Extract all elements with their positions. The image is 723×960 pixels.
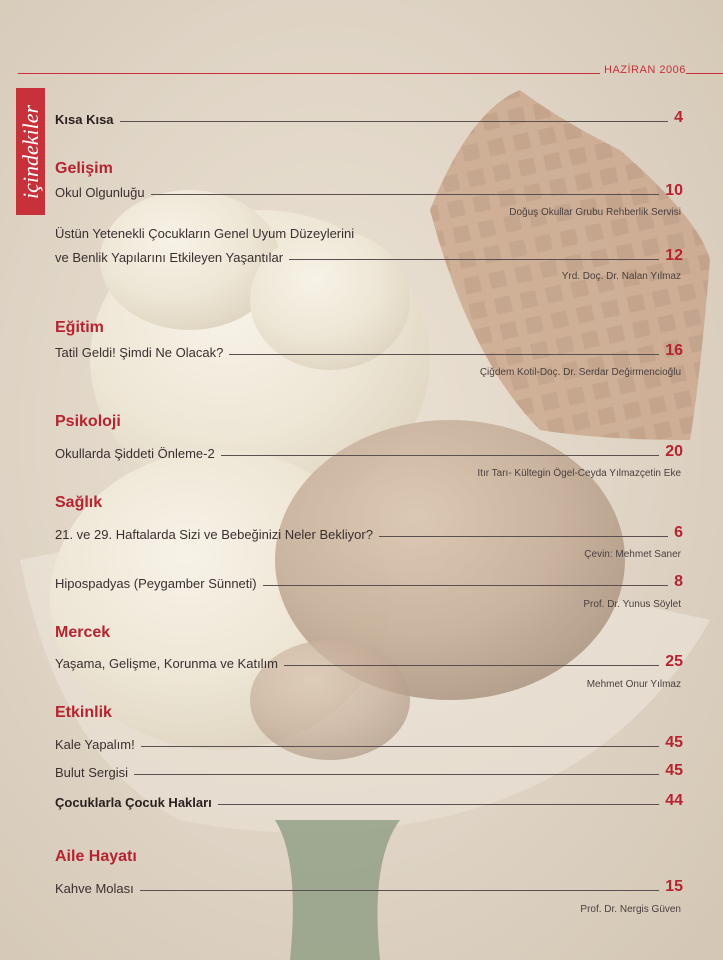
leader-line <box>229 354 659 355</box>
entry-title: Kısa Kısa <box>55 112 114 127</box>
section-title-saglik: Sağlık <box>55 494 103 511</box>
contents-sidebar-tab <box>16 88 45 215</box>
page-number: 10 <box>665 182 683 199</box>
entry-author: Çiğdem Kotil-Doç. Dr. Serdar Değirmencioğlu <box>479 367 681 378</box>
toc-entry-ustun-yetenekli[interactable] <box>55 245 683 265</box>
section-title-gelisim: Gelişim <box>55 160 113 177</box>
leader-line <box>218 804 659 805</box>
leader-line <box>151 194 660 195</box>
page-number: 6 <box>674 524 683 541</box>
toc-entry-cocuk-haklari[interactable] <box>55 790 683 810</box>
toc-entry-bulut-sergisi[interactable] <box>55 760 683 780</box>
leader-line <box>284 665 659 666</box>
section-title-psikoloji: Psikoloji <box>55 413 121 430</box>
entry-author: Itır Tarı- Kültegin Ögel-Ceyda Yılmazçetin Eke <box>477 468 681 479</box>
leader-line <box>140 890 659 891</box>
toc-entry-yasama-gelisme[interactable] <box>55 651 683 671</box>
page-number: 8 <box>674 573 683 590</box>
entry-title: Bulut Sergisi <box>55 765 128 780</box>
toc-entry-kisa-kisa[interactable] <box>55 107 683 127</box>
page-number: 15 <box>665 878 683 895</box>
page-number: 44 <box>665 792 683 809</box>
leader-line <box>134 774 659 775</box>
toc-entry-okul-olgunlugu[interactable] <box>55 180 683 200</box>
entry-author: Prof. Dr. Yunus Söylet <box>583 599 681 610</box>
entry-author: Doğuş Okullar Grubu Rehberlik Servisi <box>509 207 681 218</box>
entry-author: Çevin: Mehmet Saner <box>584 549 681 560</box>
entry-title: Kale Yapalım! <box>55 737 135 752</box>
page-number: 20 <box>665 443 683 460</box>
entry-title: Çocuklarla Çocuk Hakları <box>55 795 212 810</box>
issue-date: HAZİRAN 2006 <box>604 64 686 76</box>
entry-title: Okul Olgunluğu <box>55 185 145 200</box>
toc-entry-21-29-haftalar[interactable] <box>55 522 683 542</box>
entry-author: Yrd. Doç. Dr. Nalan Yılmaz <box>561 271 681 282</box>
entry-title: Okullarda Şiddeti Önleme-2 <box>55 446 215 461</box>
entry-title: Hipospadyas (Peygamber Sünneti) <box>55 576 257 591</box>
entry-title-line[interactable]: Üstün Yetenekli Çocukların Genel Uyum Düzeylerini <box>55 226 355 241</box>
page-number: 4 <box>674 109 683 126</box>
entry-title: Yaşama, Gelişme, Korunma ve Katılım <box>55 656 279 671</box>
header-rule-end <box>686 73 723 74</box>
section-title-egitim: Eğitim <box>55 319 104 336</box>
section-title-mercek: Mercek <box>55 624 111 641</box>
leader-line <box>221 455 660 456</box>
toc-entry-kale-yapalim[interactable] <box>55 732 683 752</box>
entry-title: ve Benlik Yapılarını Etkileyen Yaşantılar <box>55 250 284 265</box>
leader-line <box>289 259 659 260</box>
page-number: 45 <box>665 762 683 779</box>
page-number: 25 <box>665 653 683 670</box>
page-number: 12 <box>665 247 683 264</box>
leader-line <box>263 585 668 586</box>
section-title-etkinlik: Etkinlik <box>55 704 112 721</box>
entry-author: Prof. Dr. Nergis Güven <box>580 904 681 915</box>
entry-author: Mehmet Onur Yılmaz <box>586 679 681 690</box>
toc-entry-hipospadyas[interactable] <box>55 571 683 591</box>
contents-title: içindekiler <box>17 104 43 199</box>
toc-entry-tatil-geldi[interactable] <box>55 340 683 360</box>
page-number: 16 <box>665 342 683 359</box>
page-number: 45 <box>665 734 683 751</box>
section-title-aile-hayati: Aile Hayatı <box>55 848 137 865</box>
toc-entry-kahve-molasi[interactable] <box>55 876 683 896</box>
entry-title: Kahve Molası <box>55 881 134 896</box>
header-rule <box>18 73 600 74</box>
entry-title: Tatil Geldi! Şimdi Ne Olacak? <box>55 345 224 360</box>
leader-line <box>379 536 668 537</box>
leader-line <box>120 121 669 122</box>
entry-title: 21. ve 29. Haftalarda Sizi ve Bebeğinizi Neler Bekliyor? <box>55 527 373 542</box>
toc-entry-okullarda-siddeti[interactable] <box>55 441 683 461</box>
leader-line <box>141 746 659 747</box>
